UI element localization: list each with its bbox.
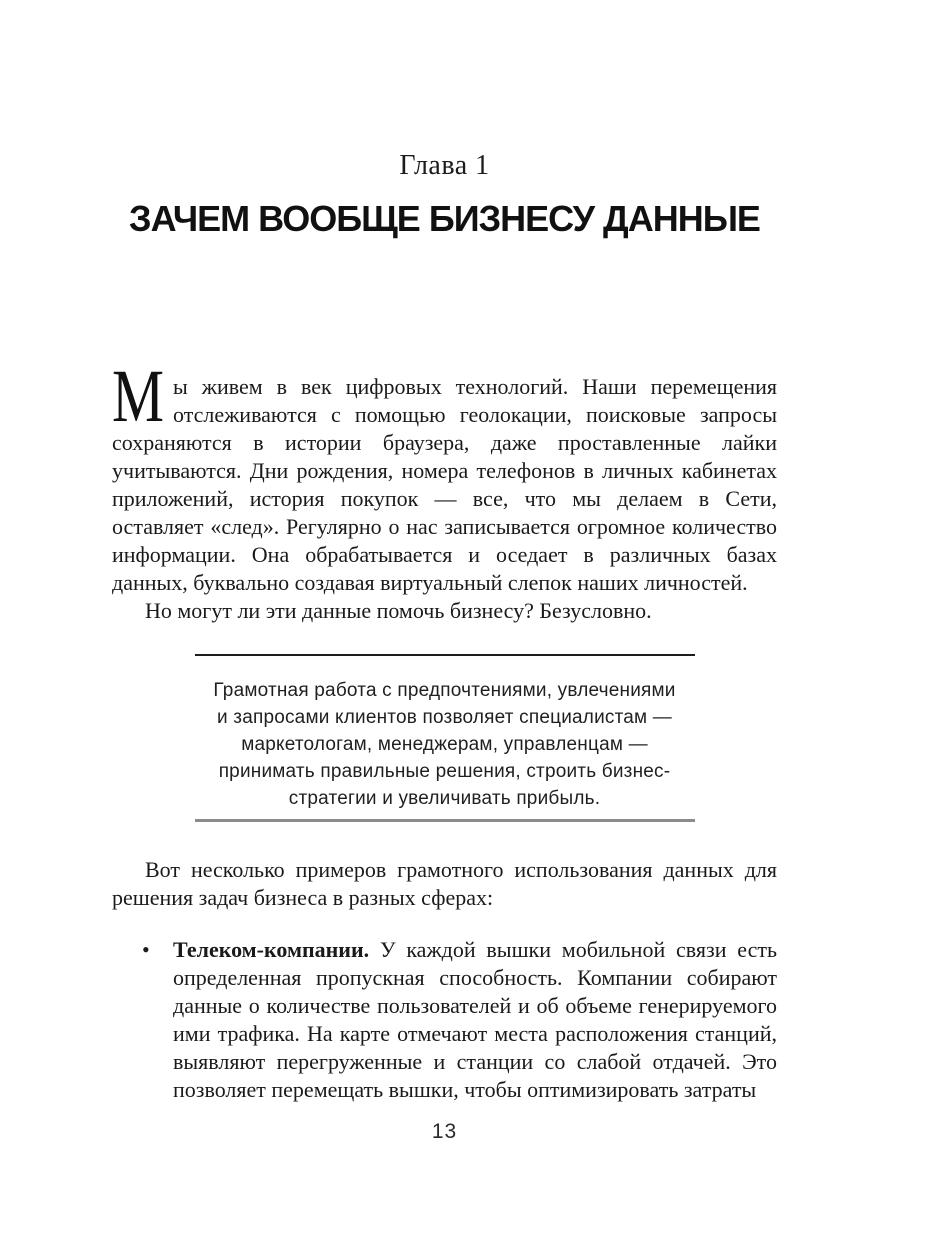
list-item (112, 936, 777, 1104)
list-item-text: У каждой вышки мобильной связи есть определенная пропускная способность. Компании собирают данные о количестве пользователей и об объеме генерируемого ими трафика. На карте отмечают места расположения станций, выявляют перегруженные и станции со слабой отдачей. Это позволяет перемещать вышки, чтобы оптимизировать затраты (173, 937, 777, 1102)
pullquote-line: принимать правильные решения, строить бизнес- (218, 761, 671, 782)
dropcap-letter: М (112, 355, 165, 438)
paragraph-examples-intro: Вот несколько примеров грамотного использования данных для решения задач бизнеса в разных сферах: (112, 857, 777, 910)
paragraph-intro (112, 355, 777, 597)
page-number: 13 (431, 1120, 458, 1143)
chapter-kicker: Глава 1 (399, 150, 490, 181)
pullquote-line: и запросами клиентов позволяет специалистам — (216, 707, 673, 728)
pullquote-line: стратегии и увеличивать прибыль. (288, 788, 601, 809)
pullquote (195, 654, 695, 822)
pullquote-body (195, 656, 695, 819)
chapter-title: ЗАЧЕМ ВООБЩЕ БИЗНЕСУ ДАННЫЕ (129, 198, 760, 239)
paragraph-intro-text: ы живем в век цифровых технологий. Наши перемещения отслеживаются с помощью геолокации, поисковые запросы сохраняются в истории браузера, даже проставленные лайки учитываются. Дни рождения, номера телефонов в личных кабинетах приложений, история покупок — все, что мы делаем в Сети, оставляет «след». Регулярно о нас записывается огромное количество информации. Она обрабатывается и оседает в различных базах данных, буквально создавая виртуальный слепок наших личностей. (112, 374, 777, 595)
list-item-paragraph (173, 936, 777, 1104)
bullet-marker: • (142, 937, 150, 962)
pullquote-line: Грамотная работа с предпочтениями, увлечениями (213, 680, 676, 701)
pullquote-line: маркетологам, менеджерам, управленцам — (241, 734, 648, 755)
paragraph-question: Но могут ли эти данные помочь бизнесу? Безусловно. (145, 598, 652, 623)
list-item-lead: Телеком-компании. (173, 937, 370, 962)
pullquote-bottom-rule (195, 819, 695, 822)
examples-list (112, 936, 777, 1104)
